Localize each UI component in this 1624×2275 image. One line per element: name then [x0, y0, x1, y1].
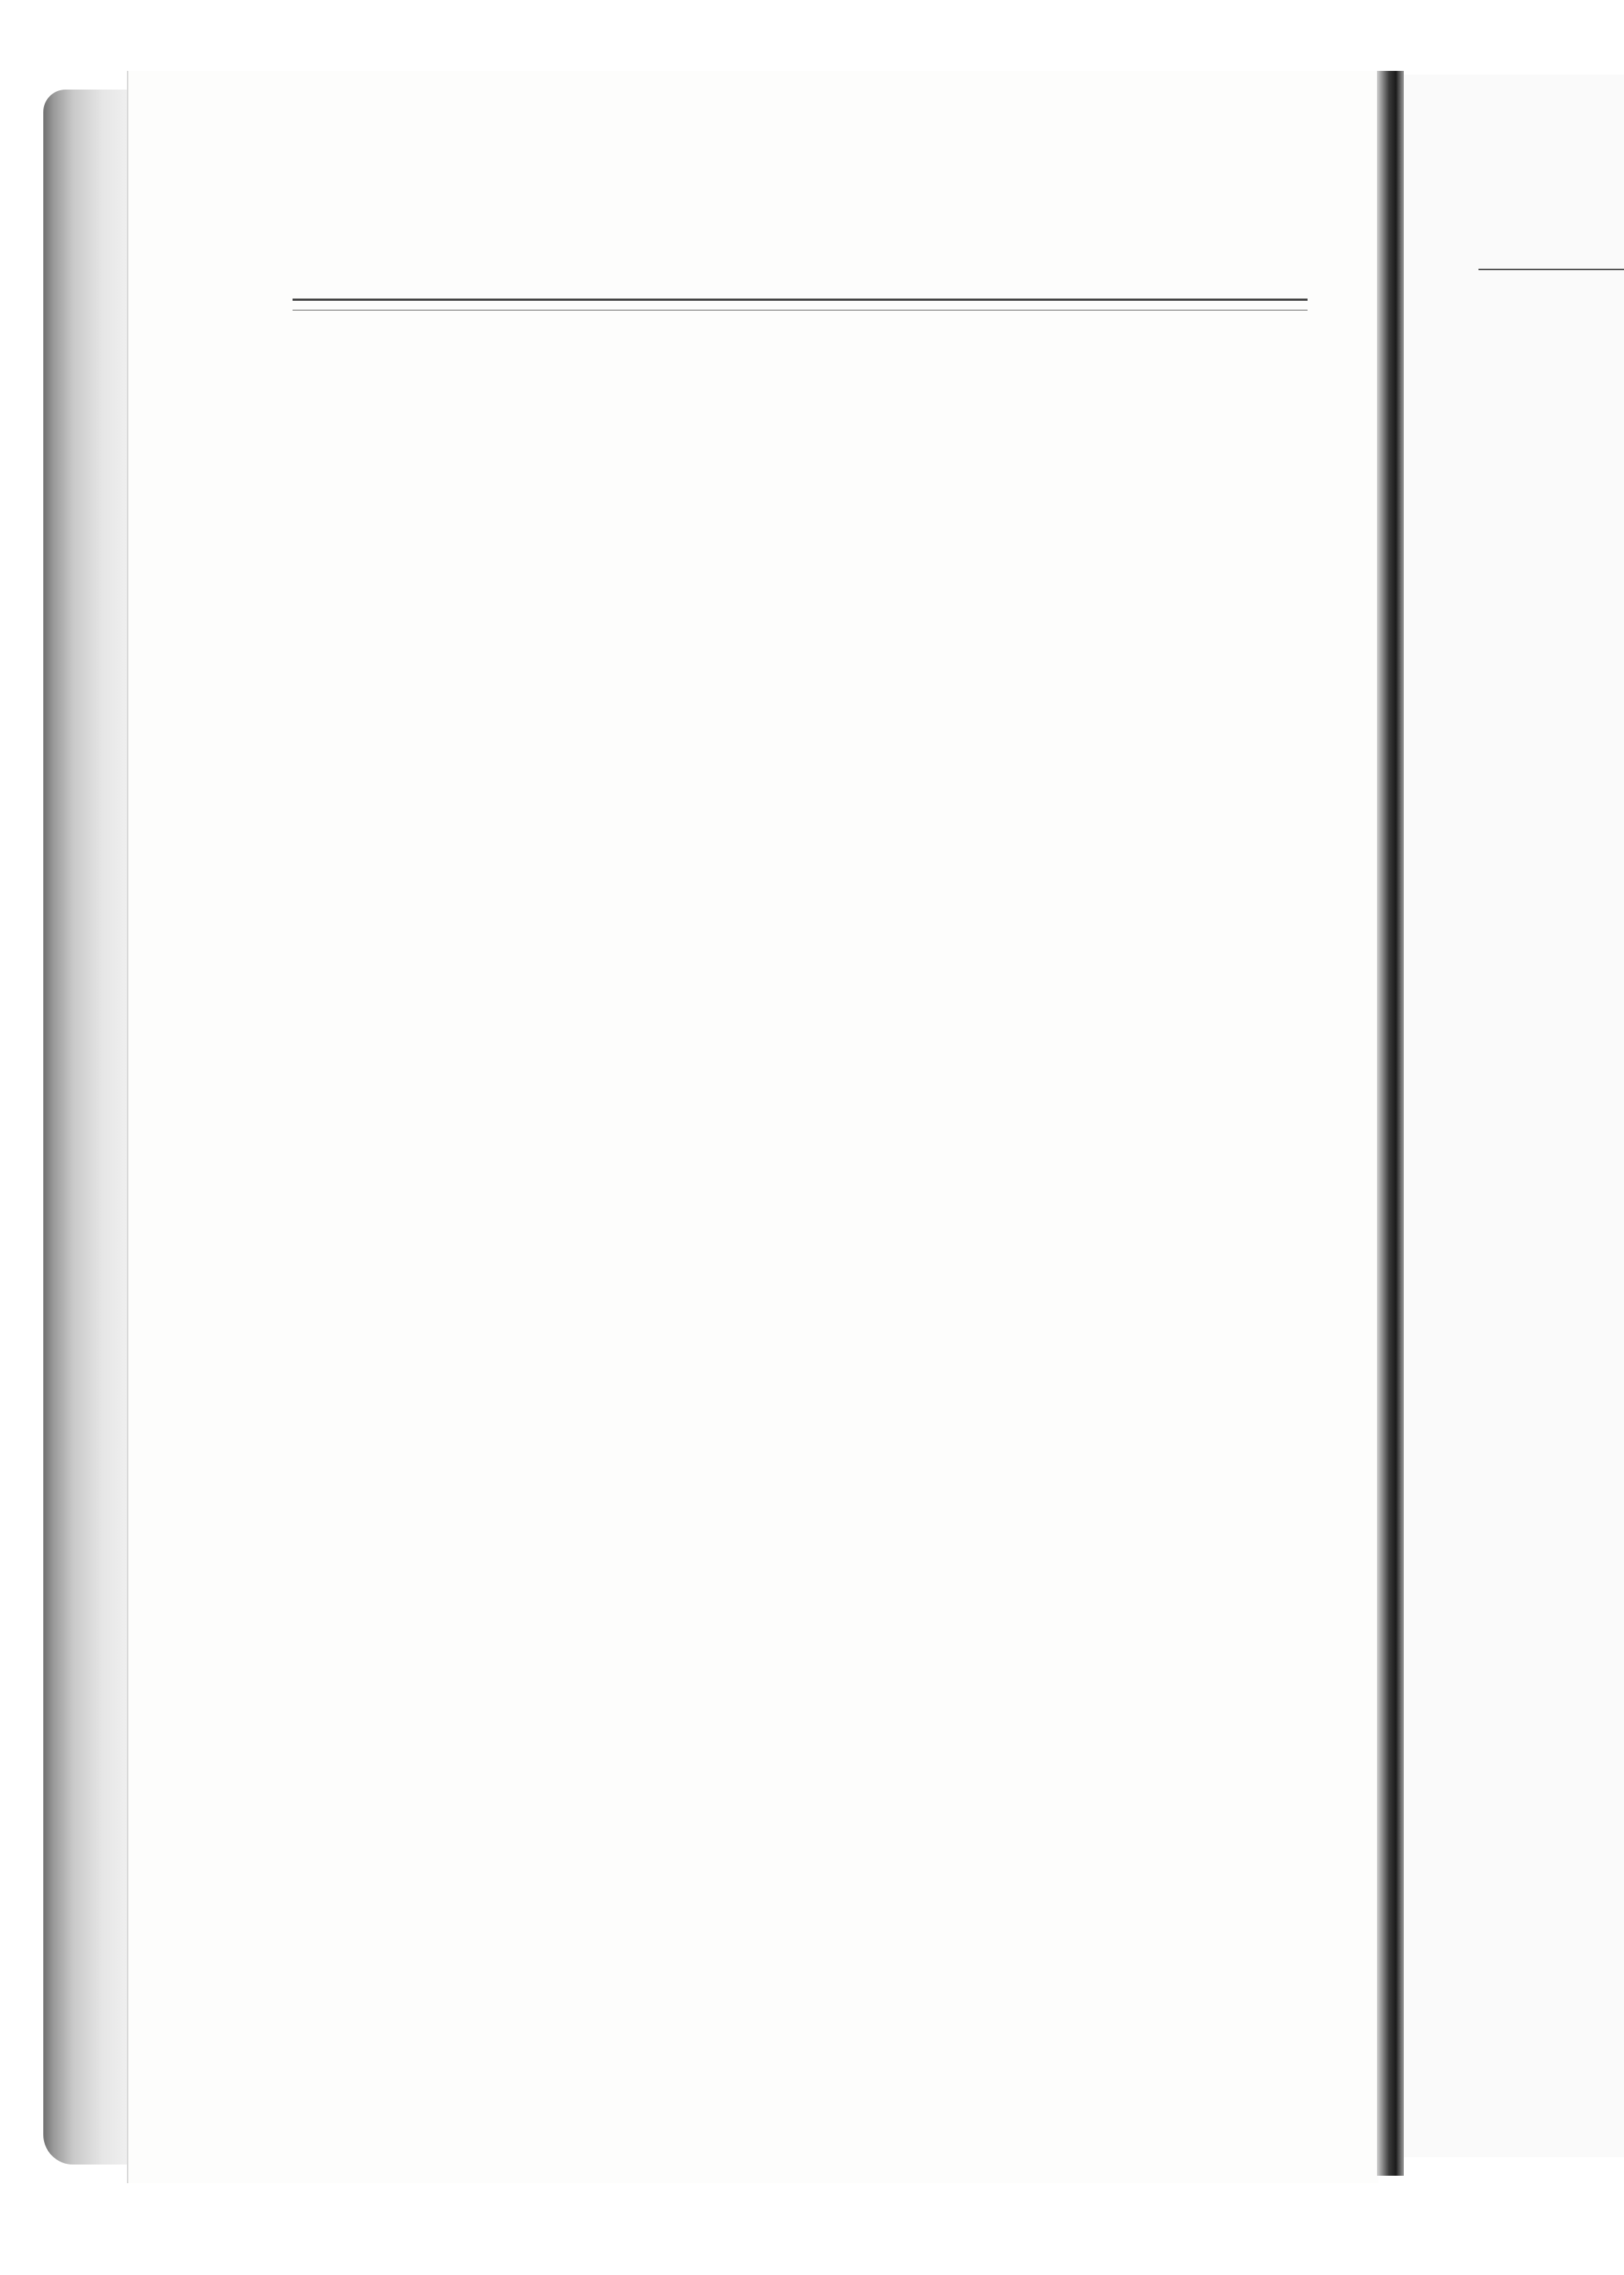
book-gutter — [1377, 71, 1404, 2176]
left-page — [127, 71, 1378, 2183]
book-edge-shading — [43, 90, 140, 2165]
header-rule — [293, 299, 1308, 310]
right-page — [1404, 75, 1624, 2157]
right-page-rule — [1478, 269, 1624, 275]
